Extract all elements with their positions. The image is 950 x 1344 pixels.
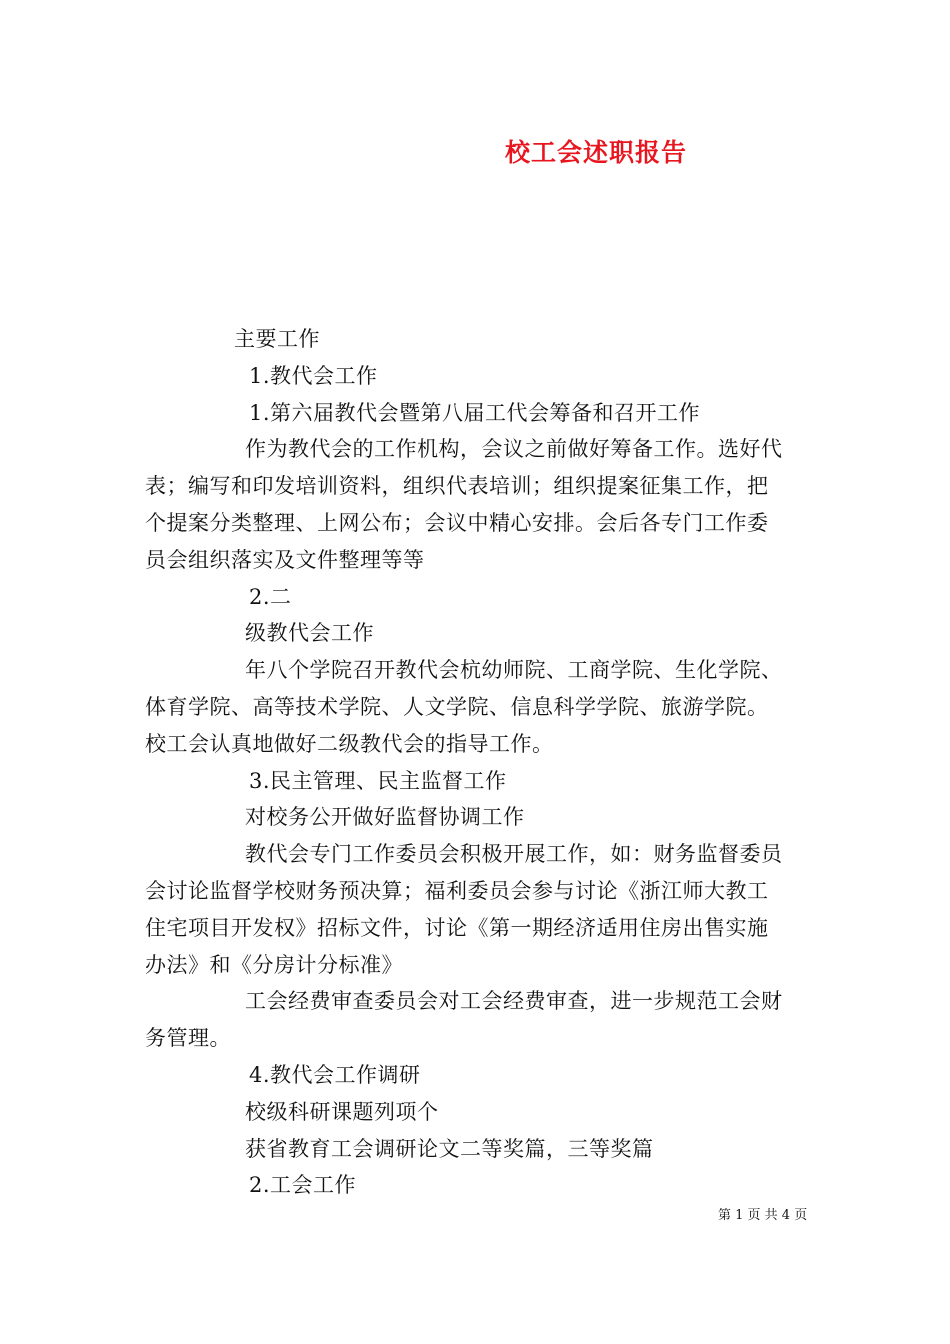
page-number-footer: 第 1 页 共 4 页 <box>718 1208 808 1223</box>
paragraph-line: 获省教育工会调研论文二等奖篇，三等奖篇 <box>245 1137 654 1161</box>
paragraph-line: 表；编写和印发培训资料，组织代表培训；组织提案征集工作，把 <box>145 474 769 498</box>
paragraph-line: 体育学院、高等技术学院、人文学院、信息科学学院、旅游学院。 <box>145 695 769 719</box>
paragraph-line: 年八个学院召开教代会杭幼师院、工商学院、生化学院、 <box>245 658 783 682</box>
item-heading: 2.二 <box>249 585 292 609</box>
section-heading-main-work: 主要工作 <box>234 327 320 351</box>
item-heading: 1.教代会工作 <box>249 364 378 388</box>
item-heading: 2.工会工作 <box>249 1173 357 1197</box>
paragraph-line: 校级科研课题列项个 <box>245 1100 439 1124</box>
item-heading: 1.第六届教代会暨第八届工代会筹备和召开工作 <box>249 401 701 425</box>
document-title: 校工会述职报告 <box>504 138 687 167</box>
paragraph-line: 办法》和《分房计分标准》 <box>145 953 403 977</box>
paragraph-line: 作为教代会的工作机构，会议之前做好筹备工作。选好代 <box>245 437 783 461</box>
paragraph-line: 务管理。 <box>145 1026 231 1050</box>
paragraph-line: 住宅项目开发权》招标文件，讨论《第一期经济适用住房出售实施 <box>145 916 769 940</box>
paragraph-line: 会讨论监督学校财务预决算；福利委员会参与讨论《浙江师大教工 <box>145 879 769 903</box>
paragraph-line: 教代会专门工作委员会积极开展工作，如：财务监督委员 <box>245 842 783 866</box>
paragraph-line: 个提案分类整理、上网公布；会议中精心安排。会后各专门工作委 <box>145 511 769 535</box>
paragraph-line: 校工会认真地做好二级教代会的指导工作。 <box>145 732 554 756</box>
item-heading: 3.民主管理、民主监督工作 <box>249 769 507 793</box>
paragraph-line: 工会经费审查委员会对工会经费审查，进一步规范工会财 <box>245 989 783 1013</box>
paragraph-line: 员会组织落实及文件整理等等 <box>145 548 425 572</box>
paragraph-line: 级教代会工作 <box>245 621 374 645</box>
paragraph-line: 对校务公开做好监督协调工作 <box>245 805 525 829</box>
item-heading: 4.教代会工作调研 <box>249 1063 421 1087</box>
